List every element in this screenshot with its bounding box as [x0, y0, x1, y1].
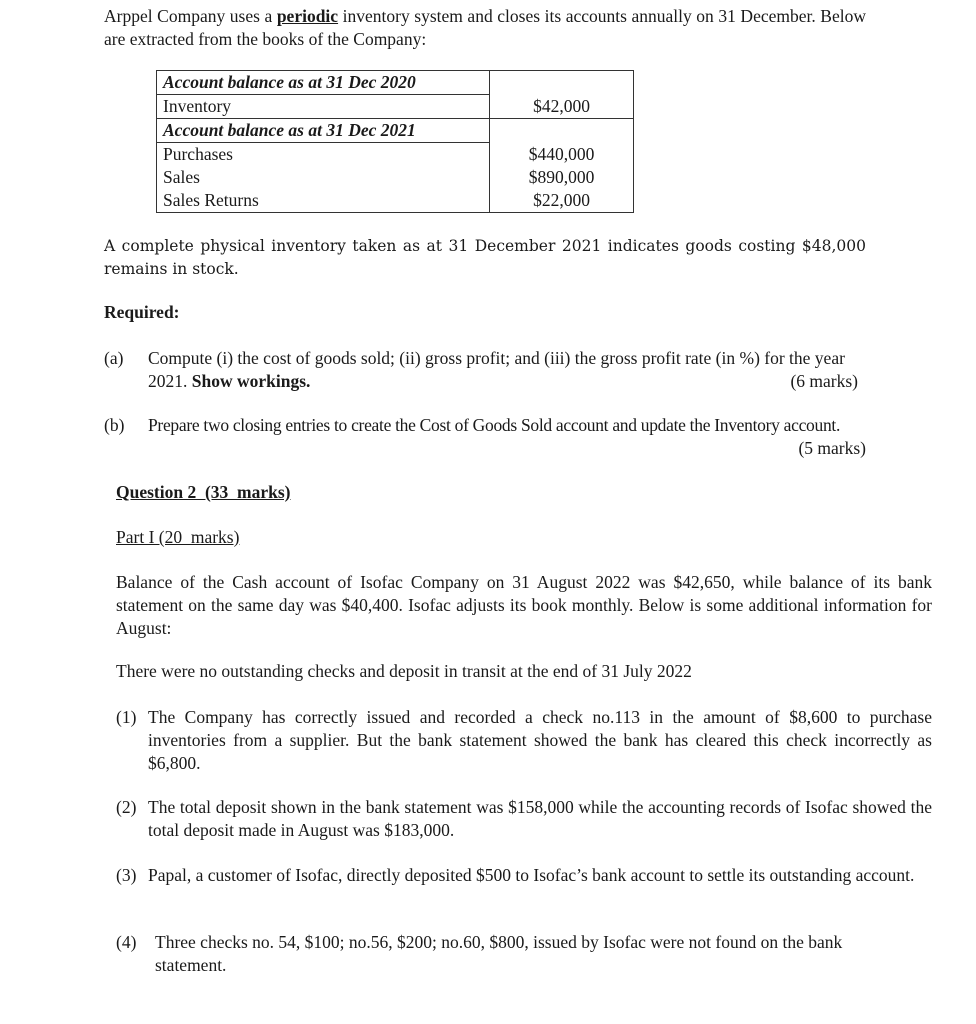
inventory-value: $42,000: [490, 95, 634, 119]
cash-balance-paragraph: Balance of the Cash account of Isofac Company on 31 August 2022 was $42,650, while balance of its bank statement on the same day was $40,400. Isofac adjusts its book monthly. Below is some additional information for August:: [116, 572, 932, 638]
intro-periodic-emphasis: periodic: [276, 6, 339, 26]
table-row: [157, 71, 634, 95]
question-a-number: (a): [104, 348, 124, 368]
list-item: [116, 706, 932, 776]
physical-inventory-paragraph: A complete physical inventory taken as at 31 December 2021 indicates goods costing $48,000 remains in stock.: [104, 237, 866, 278]
required-heading: Required:: [104, 302, 180, 322]
purchases-value: $440,000: [490, 143, 634, 167]
item-text: Three checks no. 54, $100; no.56, $200; no.60, $800, issued by Isofac were not found on the bank statement.: [155, 932, 843, 975]
item-number: (1): [116, 707, 137, 727]
question-a-bold: Show workings.: [191, 371, 311, 391]
item-text: The Company has correctly issued and recorded a check no.113 in the amount of $8,600 to purchase inventories from a supplier. But the bank statement showed the bank has cleared this check incorrectly as $6,800.: [148, 707, 932, 773]
question-a-text: Compute (i) the cost of goods sold; (ii) gross profit; and (iii) the gross profit rate (in %) for the year 2021.: [148, 348, 845, 391]
empty-cell: [490, 119, 634, 143]
list-item: [116, 931, 932, 977]
question-b-marks: (5 marks): [798, 438, 866, 458]
inventory-label: Inventory: [157, 95, 490, 119]
item-number: (3): [116, 865, 137, 885]
no-outstanding-statement: There were no outstanding checks and deposit in transit at the end of 31 July 2022: [116, 661, 692, 681]
purchases-label: Purchases: [157, 143, 490, 167]
table-row: [157, 166, 634, 189]
intro-text-end: inventory system and closes its accounts annually on 31 December. Below are extracted from the books of the Company:: [104, 6, 866, 49]
sales-label: Sales: [157, 166, 490, 189]
list-item: [116, 864, 932, 910]
returns-label: Sales Returns: [157, 189, 490, 213]
header-2021: Account balance as at 31 Dec 2021: [157, 119, 490, 143]
table-row: [157, 143, 634, 167]
list-item: [116, 796, 932, 842]
question-b: [104, 414, 864, 460]
question-2-heading: Question 2 (33 marks): [116, 482, 291, 502]
table-row: [157, 119, 634, 143]
table-row: [157, 189, 634, 213]
question-b-number: (b): [104, 415, 125, 435]
question-b-text: Prepare two closing entries to create the Cost of Goods Sold account and update the Inventory account.: [148, 415, 841, 435]
item-number: (2): [116, 797, 137, 817]
sales-value: $890,000: [490, 166, 634, 189]
intro-text-start: Arppel Company uses a: [104, 6, 277, 26]
empty-cell: [490, 71, 634, 95]
item-number: (4): [116, 932, 137, 952]
returns-value: $22,000: [490, 189, 634, 213]
part-1-heading: Part I (20 marks): [116, 527, 240, 547]
intro-paragraph: [104, 5, 866, 51]
account-balance-table: [156, 70, 634, 213]
question-a-marks: (6 marks): [790, 371, 858, 391]
item-text: Papal, a customer of Isofac, directly deposited $500 to Isofac’s bank account to settle its outstanding account.: [148, 865, 915, 885]
header-2020: Account balance as at 31 Dec 2020: [157, 71, 490, 95]
question-a: [104, 347, 864, 393]
table-row: [157, 95, 634, 119]
item-text: The total deposit shown in the bank statement was $158,000 while the accounting records of Isofac showed the total deposit made in August was $183,000.: [148, 797, 932, 840]
